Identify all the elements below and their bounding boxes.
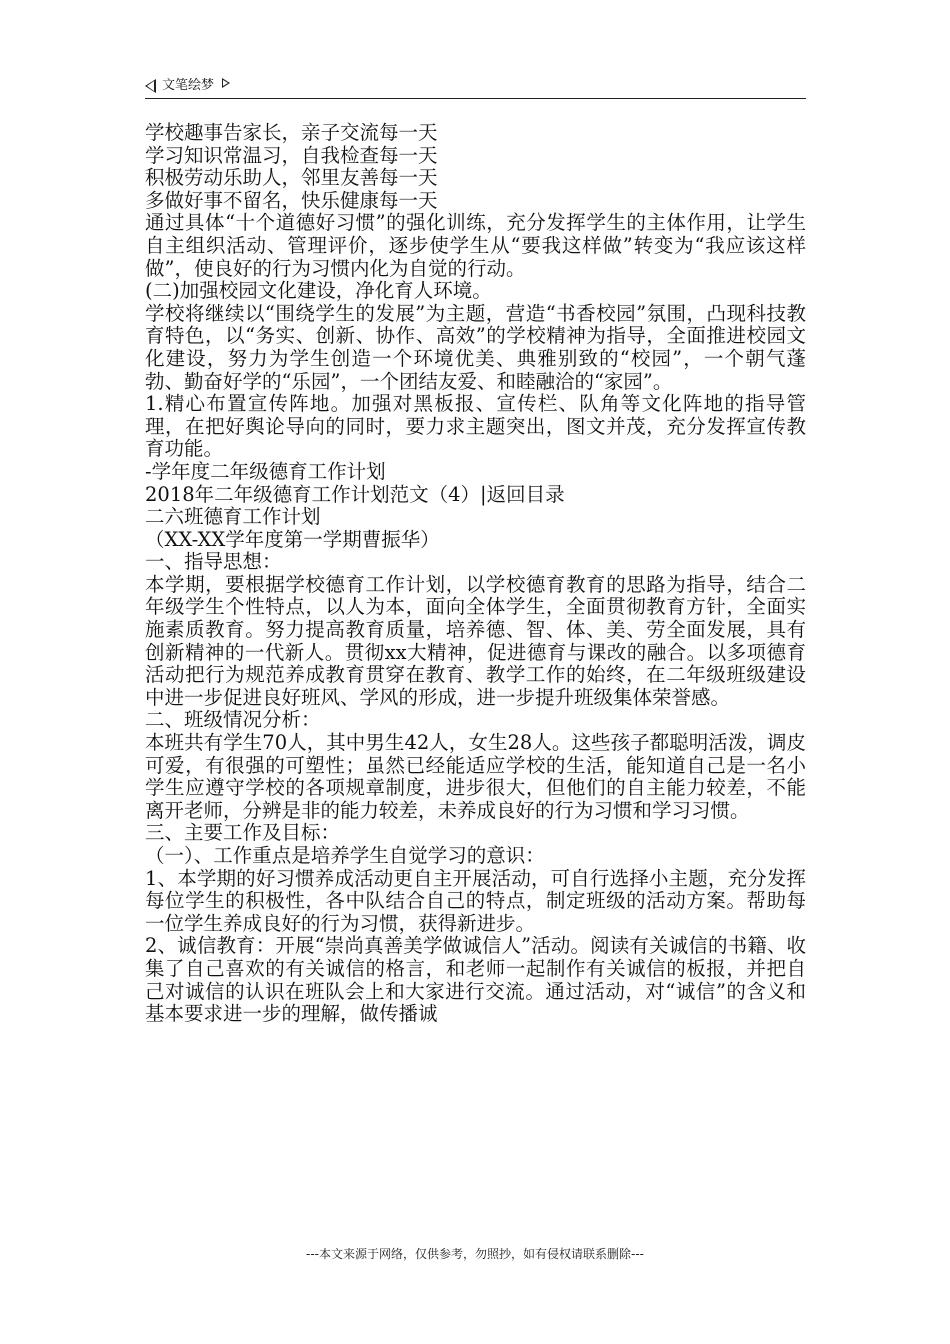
paragraph: 2018年二年级德育工作计划范文（4）|返回目录	[145, 482, 565, 506]
section-heading: 二、班级情况分析：	[145, 708, 321, 732]
triangle-left-icon	[145, 79, 156, 93]
paragraph: 2、诚信教育：开展“崇尚真善美学做诚信人”活动。阅读有关诚信的书籍、收集了自己喜欢的有关诚信的格言，和老师一起制作有关诚信的板报，并把自己对诚信的认识在班队会上和大家进行交流。通过活动，对“诚信”的含义和基本要求进一步的理解，做传播诚	[145, 934, 806, 1026]
paragraph: 积极劳动乐助人，邻里友善每一天	[145, 166, 438, 190]
document-subtitle: （XX-XX学年度第一学期曹振华）	[145, 527, 440, 551]
section-heading: 一、指导思想：	[145, 550, 282, 574]
paragraph: 1、本学期的好习惯养成活动更自主开展活动，可自行选择小主题，充分发挥每位学生的积极性，各中队结合自己的特点，制定班级的活动方案。帮助每一位学生养成良好的行为习惯，获得新进步。	[145, 866, 806, 935]
section-heading: (二)加强校园文化建设，净化育人环境。	[145, 279, 492, 303]
document-title: 二六班德育工作计划	[145, 505, 321, 529]
paragraph: 1.精心布置宣传阵地。加强对黑板报、宣传栏、队角等文化阵地的指导管理，在把好舆论导向的同时，要力求主题突出，图文并茂，充分发挥宣传教育功能。	[145, 392, 806, 461]
section-heading: 三、主要工作及目标：	[145, 821, 341, 845]
paragraph: -学年度二年级德育工作计划	[145, 459, 386, 483]
sub-heading: （一）、工作重点是培养学生自觉学习的意识：	[145, 844, 545, 867]
paragraph: 本学期，要根据学校德育工作计划，以学校德育教育的思路为指导，结合二年级学生个性特点，以人为本，面向全体学生，全面贯彻教育方针，全面实施素质教育。努力提高教育质量，培养德、智、体、美、劳全面发展，具有创新精神的一代新人。贯彻xx大精神，促进德育与课改的融合。以多项德育活动把行为规范养成教育贯穿在教育、教学工作的始终，在二年级班级建设中进一步促进良好班风、学风的形成，进一步提升班级集体荣誉感。	[145, 572, 806, 709]
paragraph: 多做好事不留名，快乐健康每一天	[145, 188, 438, 212]
header-brand: 文笔绘梦	[162, 78, 215, 93]
paragraph: 学习知识常温习，自我检查每一天	[145, 143, 438, 167]
footer-notice: ---本文来源于网络，仅供参考，勿照抄，如有侵权请联系删除---	[306, 1247, 644, 1261]
paragraph: 学校趣事告家长，亲子交流每一天	[145, 121, 438, 144]
document-body	[145, 122, 806, 1026]
triangle-right-icon	[222, 78, 230, 88]
paragraph: 本班共有学生70人，其中男生42人，女生28人。这些孩子都聪明活泼，调皮可爱，有很强的可塑性；虽然已经能适应学校的生活，能知道自己是一名小学生应遵守学校的各项规章制度，进步很大，但他们的自主能力较差，不能离开老师，分辨是非的能力较差，未养成良好的行为习惯和学习习惯。	[145, 731, 806, 822]
page-header	[145, 74, 806, 99]
paragraph: 学校将继续以“围绕学生的发展”为主题，营造“书香校园”氛围，凸现科技教育特色，以“务实、创新、协作、高效”的学校精神为指导，全面推进校园文化建设，努力为学生创造一个环境优美、典雅别致的“校园”，一个朝气蓬勃、勤奋好学的“乐园”，一个团结友爱、和睦融洽的“家园”。	[145, 301, 806, 393]
paragraph: 通过具体“十个道德好习惯”的强化训练，充分发挥学生的主体作用，让学生自主组织活动、管理评价，逐步使学生从“要我这样做”转变为“我应该这样做”，使良好的行为习惯内化为自觉的行动。	[145, 211, 806, 280]
